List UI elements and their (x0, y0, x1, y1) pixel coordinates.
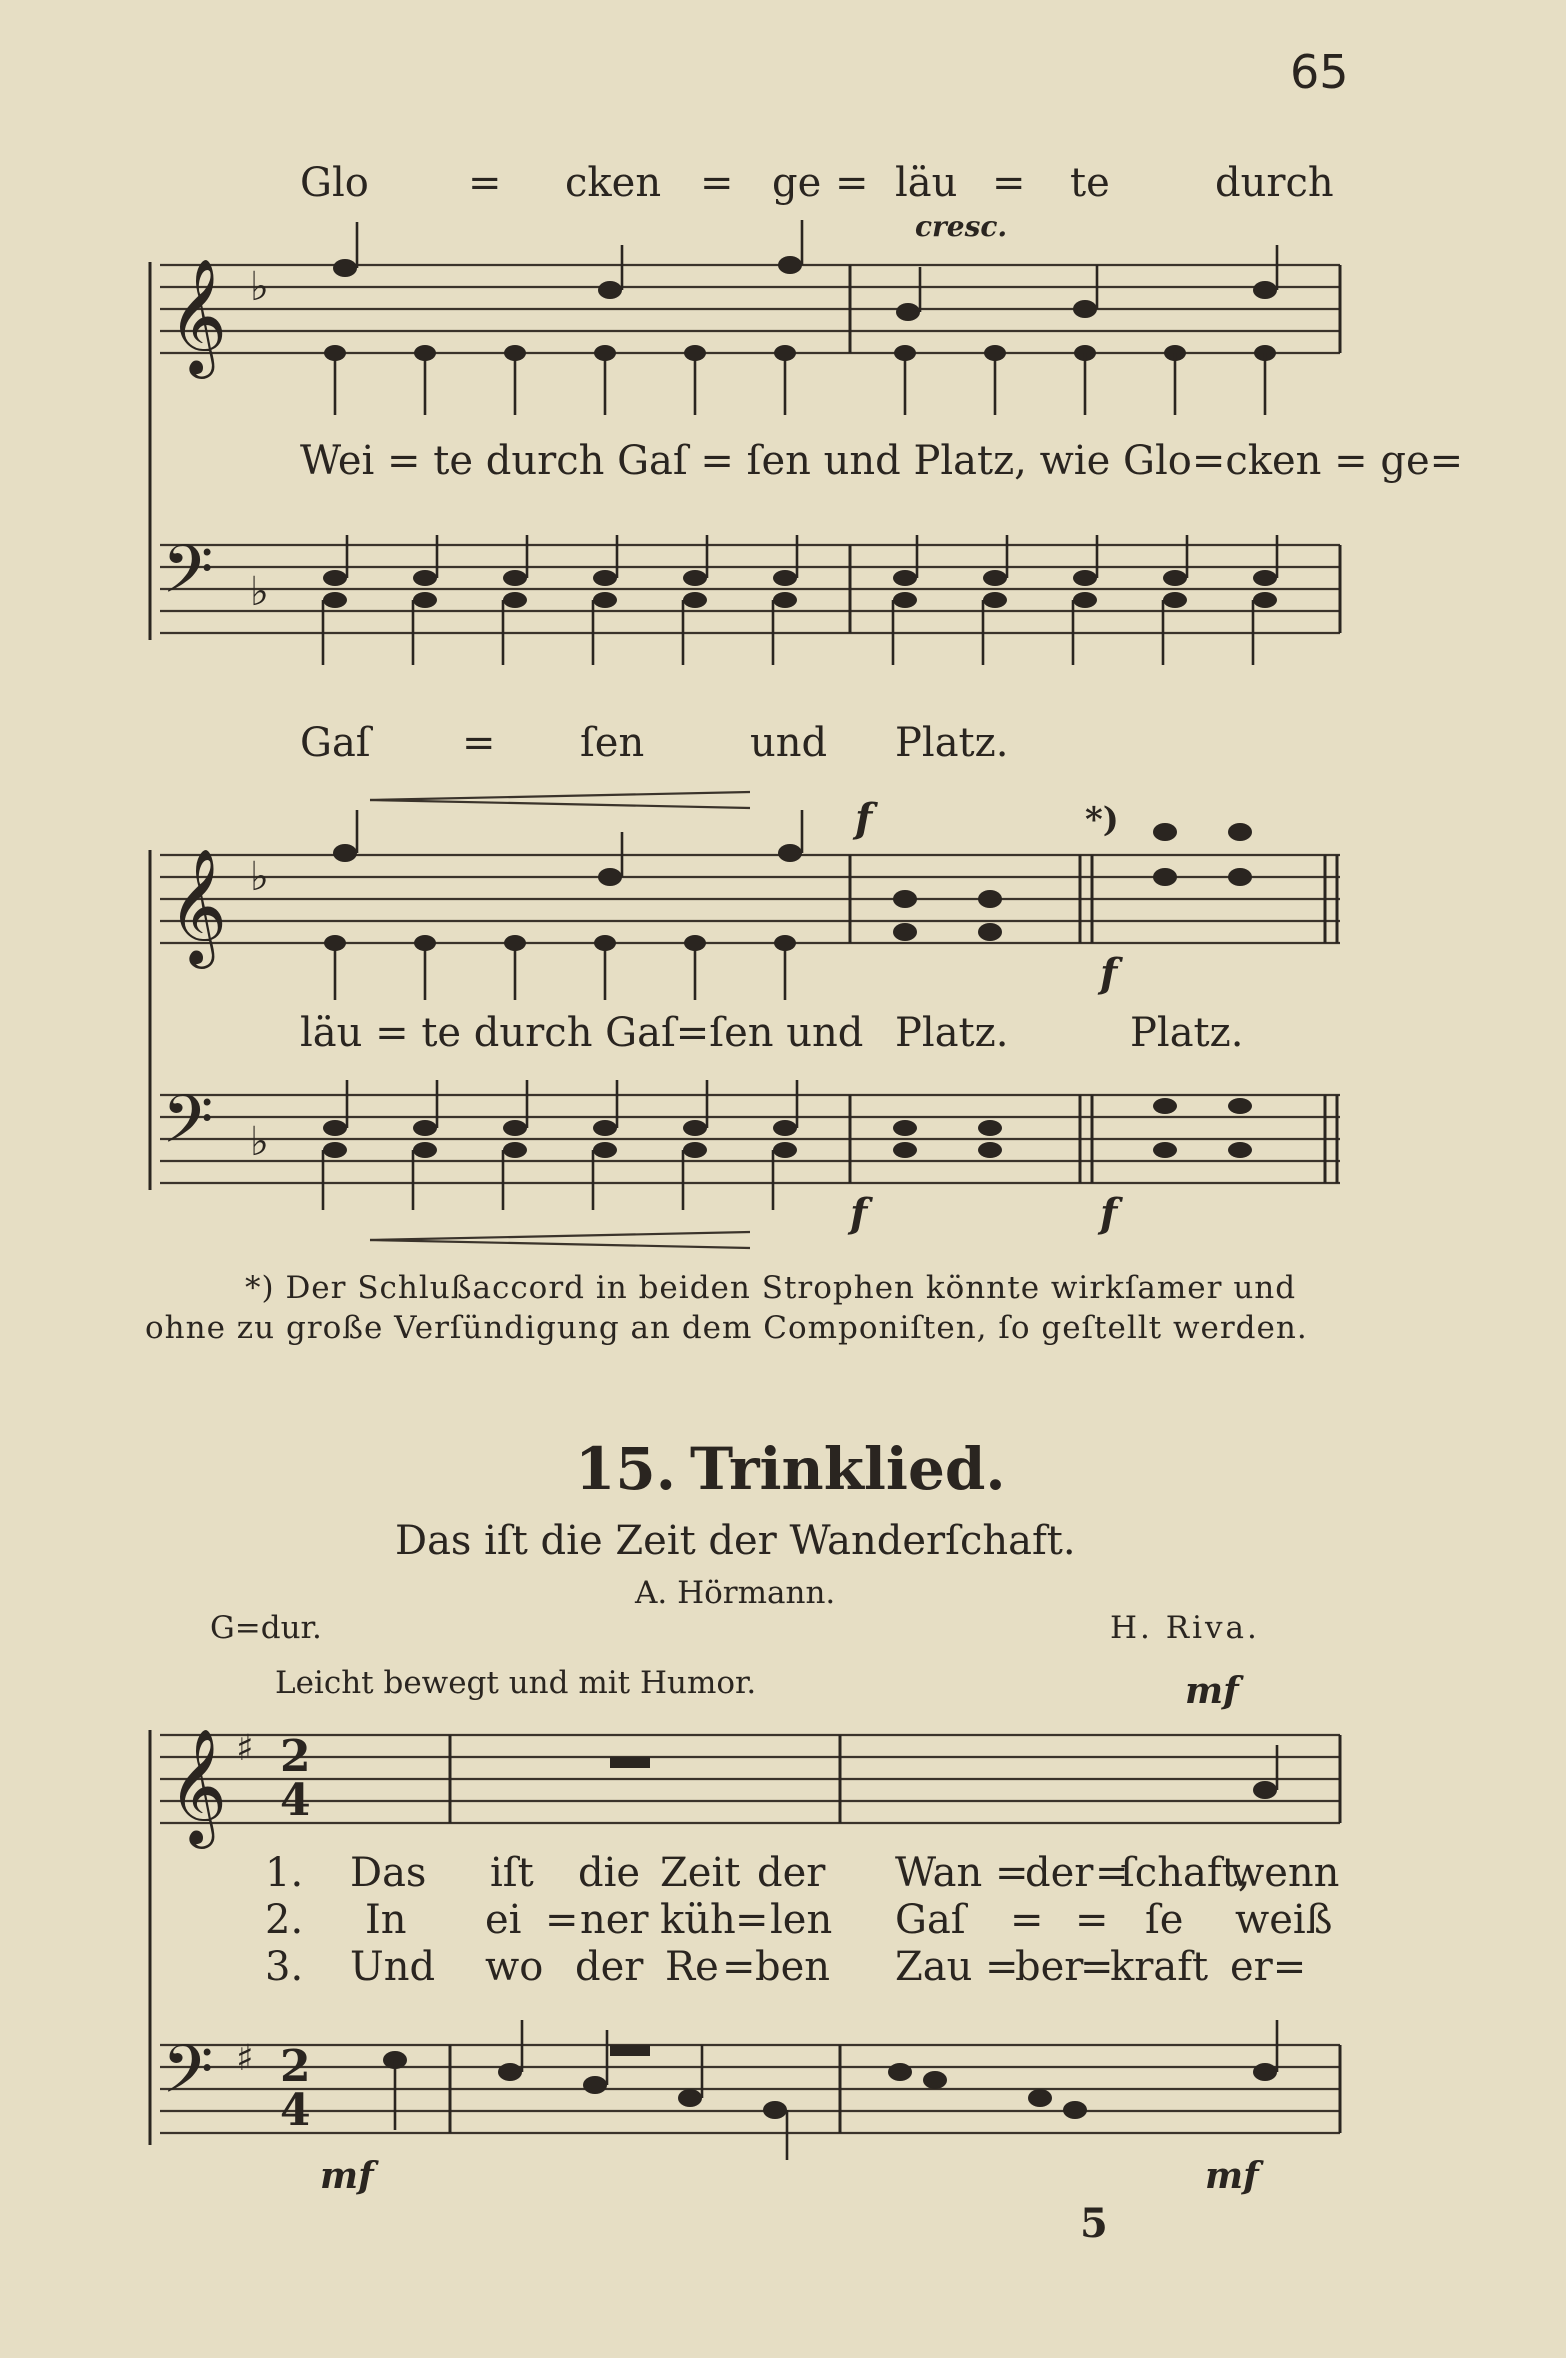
svg-text:𝄞: 𝄞 (168, 847, 228, 964)
time-sig-treble (280, 1731, 311, 1826)
lyric-upper-1-10: durch (1215, 160, 1334, 206)
svg-text:♯: ♯ (236, 1728, 254, 1769)
footer-number: 5 (1080, 2200, 1108, 2247)
dynamic-mf-bass-1: mf (320, 2155, 374, 2197)
lyric-upper-1-9: te (1070, 160, 1110, 206)
bass-staff-3 (160, 2020, 1340, 2160)
verse-3-word: = (1080, 1944, 1114, 1990)
verse-2-word: weiß (1235, 1897, 1333, 1943)
dynamic-forte-mid: f (1100, 950, 1118, 997)
verse-3-word: = (722, 1944, 756, 1990)
time-sig-bass (280, 2041, 311, 2136)
cresc-marking: cresc. (915, 210, 1008, 243)
lyric-upper-1-7: läu (895, 160, 958, 206)
verse-2-word: Gaſ (895, 1897, 966, 1943)
verse-3-word: = (985, 1944, 1019, 1990)
lyric-lower-2a: läu = te durch Gaſ=ſen und (300, 1010, 864, 1056)
svg-text:𝄢: 𝄢 (162, 2031, 214, 2124)
svg-text:♭: ♭ (250, 264, 269, 310)
verse-3-word: der (575, 1944, 644, 1990)
verse-1-word: Zeit (660, 1850, 741, 1896)
verse-1-word: ſchaft, (1120, 1850, 1251, 1896)
lyric-lower-1: Wei = te durch Gaſ = ſen und Platz, wie Glo=cken = ge= (300, 438, 1464, 484)
verse-1-word: Wan (895, 1850, 983, 1896)
verse-2-word: = (545, 1897, 579, 1943)
lyric-upper-1-4: = (700, 160, 734, 206)
dynamic-forte-low-2: f (1100, 1190, 1118, 1237)
verse-2-word: len (770, 1897, 833, 1943)
song-number: 15. (575, 1435, 676, 1503)
verse-2-word: ſe (1145, 1897, 1184, 1943)
verse-2-word: = (1075, 1897, 1109, 1943)
verse-1-word: der (1025, 1850, 1094, 1896)
lyric-upper-2-5: Platz. (895, 720, 1009, 766)
lyric-upper-1-8: = (992, 160, 1026, 206)
song-subtitle: Das iſt die Zeit der Wanderſchaft. (395, 1518, 1076, 1564)
svg-text:♯: ♯ (236, 2038, 254, 2079)
verse-2-word: küh (660, 1897, 736, 1943)
verse-1-word: = (1095, 1850, 1129, 1896)
verse-3-number: 3. (265, 1944, 304, 1990)
verse-3-word: wo (485, 1944, 544, 1990)
verse-3-word: Zau (895, 1944, 973, 1990)
footnote-line-1: *) Der Schlußaccord in beiden Strophen könnte wirkſamer und (245, 1270, 1297, 1306)
svg-text:♭: ♭ (250, 569, 269, 615)
verse-1-word: iſt (490, 1850, 534, 1896)
dynamic-forte-low-1: f (850, 1190, 868, 1237)
dynamic-forte-upper: f (855, 795, 873, 842)
svg-text:♭: ♭ (250, 1119, 269, 1165)
verse-3-word: ben (755, 1944, 831, 1990)
lyric-upper-2-2: = (462, 720, 496, 766)
verse-3-word: Und (350, 1944, 436, 1990)
lyric-upper-1-3: cken (565, 160, 662, 206)
verse-2-number: 2. (265, 1897, 304, 1943)
svg-text:𝄢: 𝄢 (162, 1081, 214, 1174)
page-number: 65 (1290, 45, 1349, 99)
verse-3-word: er= (1230, 1944, 1307, 1990)
dynamic-mf-bass-2: mf (1205, 2155, 1259, 2197)
svg-text:𝄞: 𝄞 (168, 257, 228, 374)
time-sig-treble-top: 2 (280, 1731, 311, 1782)
lyric-upper-2-1: Gaſ (300, 720, 371, 766)
key-signature-label: G=dur. (210, 1610, 322, 1646)
time-sig-bass-bottom: 4 (280, 2085, 311, 2136)
dynamic-mf-top: mf (1185, 1670, 1239, 1712)
svg-text:♭: ♭ (250, 854, 269, 900)
verse-2-word: In (365, 1897, 407, 1943)
footnote-marker: *) (1085, 800, 1119, 840)
lyric-upper-1-2: = (468, 160, 502, 206)
lyric-lower-2b: Platz. (895, 1010, 1009, 1056)
verse-3-word: kraft (1110, 1944, 1209, 1990)
verse-2-word: ner (580, 1897, 649, 1943)
lyric-upper-2-4: und (750, 720, 828, 766)
lyric-upper-1-5: ge (772, 160, 822, 206)
lyric-upper-2-3: ſen (580, 720, 645, 766)
verse-2-word: = (1010, 1897, 1044, 1943)
verse-1-word: die (578, 1850, 641, 1896)
lyric-upper-1-6: = (835, 160, 869, 206)
svg-text:𝄞: 𝄞 (168, 1727, 228, 1844)
verse-1-word: Das (350, 1850, 427, 1896)
verse-2-word: = (735, 1897, 769, 1943)
footnote-line-2: ohne zu große Verſündigung an dem Componiſten, ſo geſtellt werden. (145, 1310, 1308, 1346)
composer: H. Riva. (1110, 1610, 1260, 1646)
svg-text:𝄢: 𝄢 (162, 531, 214, 624)
verse-3-word: Re (665, 1944, 719, 1990)
verse-1-word: wenn (1230, 1850, 1340, 1896)
verse-1-number: 1. (265, 1850, 304, 1896)
time-sig-bass-top: 2 (280, 2041, 311, 2092)
lyric-upper-1-1: Glo (300, 160, 369, 206)
verse-3-word: ber (1015, 1944, 1084, 1990)
tempo-marking: Leicht bewegt und mit Humor. (275, 1665, 757, 1701)
verse-1-word: der (757, 1850, 826, 1896)
lyric-lower-2c: Platz. (1130, 1010, 1244, 1056)
verse-2-word: ei (485, 1897, 522, 1943)
lyricist: A. Hörmann. (635, 1575, 836, 1611)
song-title: Trinklied. (690, 1435, 1006, 1503)
time-sig-treble-bottom: 4 (280, 1775, 311, 1826)
verse-1-word: = (995, 1850, 1029, 1896)
treble-staff-3 (160, 1727, 1340, 1849)
